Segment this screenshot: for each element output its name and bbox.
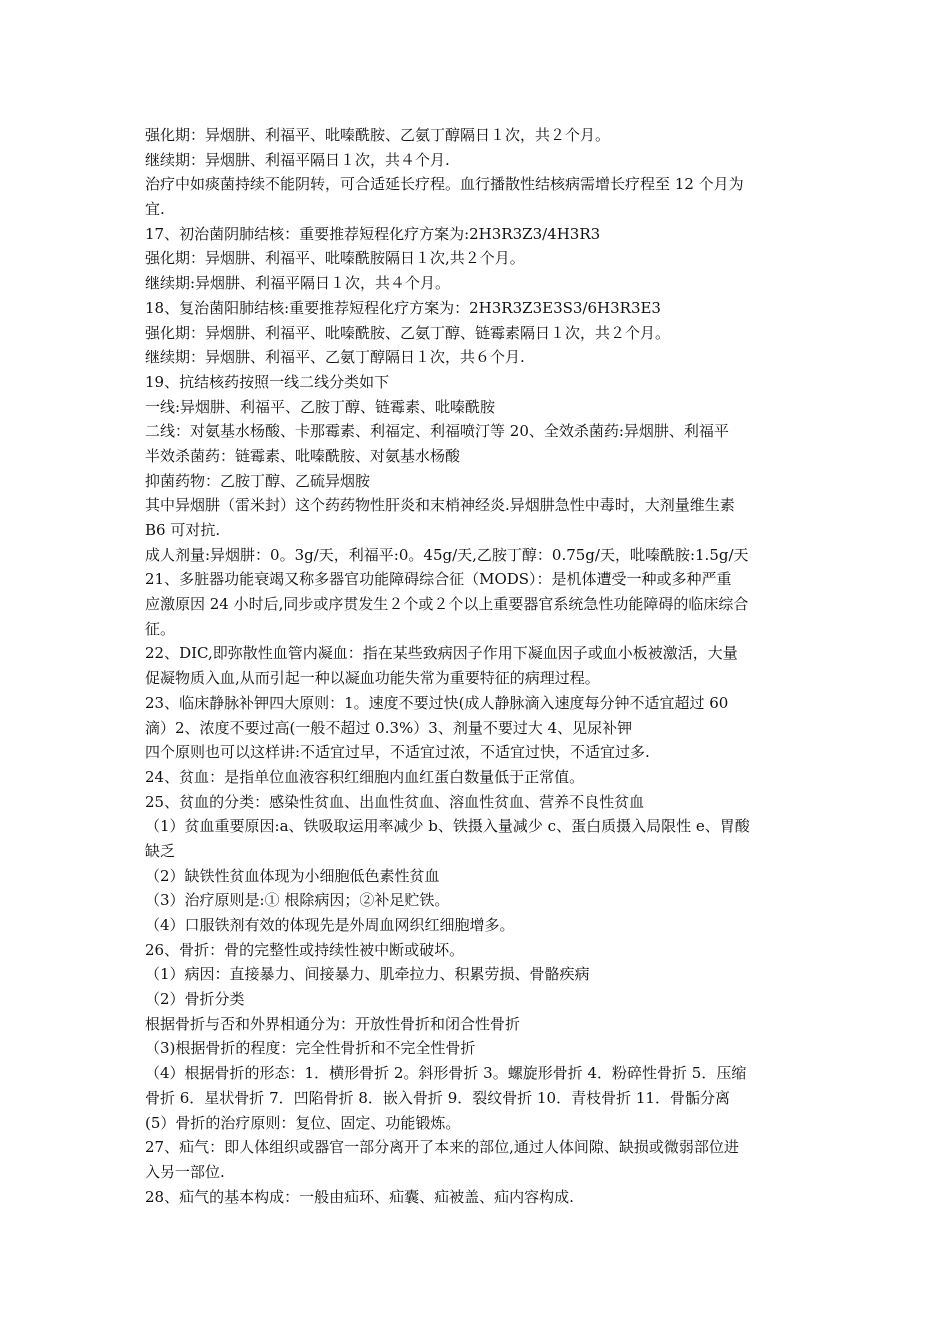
text-line: 缺乏 — [145, 841, 176, 860]
text-line: 其中异烟肼（雷米封）这个药药物性肝炎和末梢神经炎.异烟肼急性中毒时，大剂量维生素 — [145, 496, 735, 515]
text-line: 强化期：异烟肼、利福平、吡嗪酰胺、乙氨丁醇、链霉素隔日１次，共２个月。 — [145, 323, 671, 342]
text-line: 26、骨折：骨的完整性或持续性被中断或破坏。 — [145, 940, 465, 959]
text-line: 24、贫血：是指单位血液容积红细胞内血红蛋白数量低于正常值。 — [145, 767, 585, 786]
text-line: 强化期：异烟肼、利福平、吡嗪酰胺、乙氨丁醇隔日１次，共２个月。 — [145, 126, 611, 144]
text-line: 抑菌药物：乙胺丁醇、乙硫异烟胺 — [145, 471, 371, 490]
text-line: （1）病因：直接暴力、间接暴力、肌牵拉力、积累劳损、骨骼疾病 — [145, 965, 590, 984]
text-line: 17、初治菌阴肺结核：重要推荐短程化疗方案为:2H3R3Z3/4H3R3 — [145, 224, 601, 243]
text-line: （3）治疗原则是:① 根除病因；②补足贮铁。 — [145, 891, 450, 910]
text-line: （1）贫血重要原因:a、铁吸取运用率减少 b、铁摄入量减少 c、蛋白质摄入局限性 e、胃酸 — [145, 817, 750, 836]
text-line: B6 可对抗. — [145, 521, 221, 539]
text-line: 成人剂量:异烟肼：0。3g/天，利福平:0。45g/天,乙胺丁醇：0.75g/天，吡嗪酰胺:1.5g/天 — [145, 545, 749, 564]
text-line: （2）缺铁性贫血体现为小细胞低色素性贫血 — [145, 866, 440, 885]
text-line: 23、临床静脉补钾四大原则：1。速度不要过快(成人静脉滴入速度每分钟不适宜超过 60 — [145, 693, 729, 712]
text-line: 根据骨折与否和外界相通分为：开放性骨折和闭合性骨折 — [145, 1014, 521, 1033]
text-line: 四个原则也可以这样讲:不适宜过早，不适宜过浓，不适宜过快，不适宜过多. — [145, 743, 650, 762]
text-line: 征。 — [145, 619, 176, 638]
text-line: 半效杀菌药：链霉素、吡嗪酰胺、对氨基水杨酸 — [145, 446, 461, 465]
text-line: 继续期：异烟肼、利福平、乙氨丁醇隔日１次，共６个月. — [145, 348, 525, 367]
text-line: （3)根据骨折的程度：完全性骨折和不完全性骨折 — [145, 1039, 476, 1058]
text-line: 22、DIC,即弥散性血管内凝血：指在某些致病因子作用下凝血因子或血小板被激活，大量 — [145, 644, 738, 663]
text-line: 促凝物质入血,从而引起一种以凝血功能失常为重要特征的病理过程。 — [145, 669, 600, 688]
text-line: （2）骨折分类 — [145, 990, 245, 1009]
text-line: 25、贫血的分类：感染性贫血、出血性贫血、溶血性贫血、营养不良性贫血 — [145, 792, 645, 811]
text-line: 入另一部位. — [145, 1162, 225, 1181]
text-line: 强化期：异烟肼、利福平、吡嗪酰胺隔日１次,共２个月。 — [145, 249, 525, 268]
text-line: 27、疝气：即人体组织或器官一部分离开了本来的部位,通过人体间隙、缺损或微弱部位进 — [145, 1138, 739, 1157]
text-line: （4）根据骨折的形态：1．横形骨折 2。斜形骨折 3。螺旋形骨折 4．粉碎性骨折 5．压缩 — [145, 1064, 747, 1083]
text-line: 继续期：异烟肼、利福平隔日１次，共４个月. — [145, 150, 450, 169]
text-line: 滴）2、浓度不要过高(一般不超过 0.3%）3、剂量不要过大 4、见尿补钾 — [145, 718, 633, 737]
text-line: 骨折 6．星状骨折 7．凹陷骨折 8．嵌入骨折 9．裂纹骨折 10．青枝骨折 11．骨骺分离 — [145, 1088, 730, 1107]
text-line: (5）骨折的治疗原则：复位、固定、功能锻炼。 — [145, 1113, 461, 1132]
document-body — [145, 123, 813, 1209]
text-line: 治疗中如痰菌持续不能阴转，可合适延长疗程。血行播散性结核病需增长疗程至 12 个月为 — [145, 175, 744, 194]
text-line: （4）口服铁剂有效的体现先是外周血网织红细胞增多。 — [145, 916, 515, 934]
text-line: 18、复治菌阳肺结核:重要推荐短程化疗方案为：2H3R3Z3E3S3/6H3R3E3 — [145, 298, 661, 317]
text-line: 21、多脏器功能衰竭又称多器官功能障碍综合征（MODS）：是机体遭受一种或多种严重 — [145, 570, 732, 589]
text-line: 19、抗结核药按照一线二线分类如下 — [145, 372, 390, 391]
text-line: 宜. — [145, 200, 165, 219]
text-line: 应激原因 24 小时后,同步或序贯发生２个或２个以上重要器官系统急性功能障碍的临床综合 — [145, 595, 749, 614]
text-line: 继续期:异烟肼、利福平隔日１次，共４个月。 — [145, 274, 451, 293]
text-line: 28、疝气的基本构成：一般由疝环、疝囊、疝被盖、疝内容构成. — [145, 1187, 574, 1206]
text-line: 一线:异烟肼、利福平、乙胺丁醇、链霉素、吡嗪酰胺 — [145, 397, 496, 416]
text-line: 二线：对氨基水杨酸、卡那霉素、利福定、利福喷汀等 20、全效杀菌药:异烟肼、利福平 — [145, 422, 729, 441]
